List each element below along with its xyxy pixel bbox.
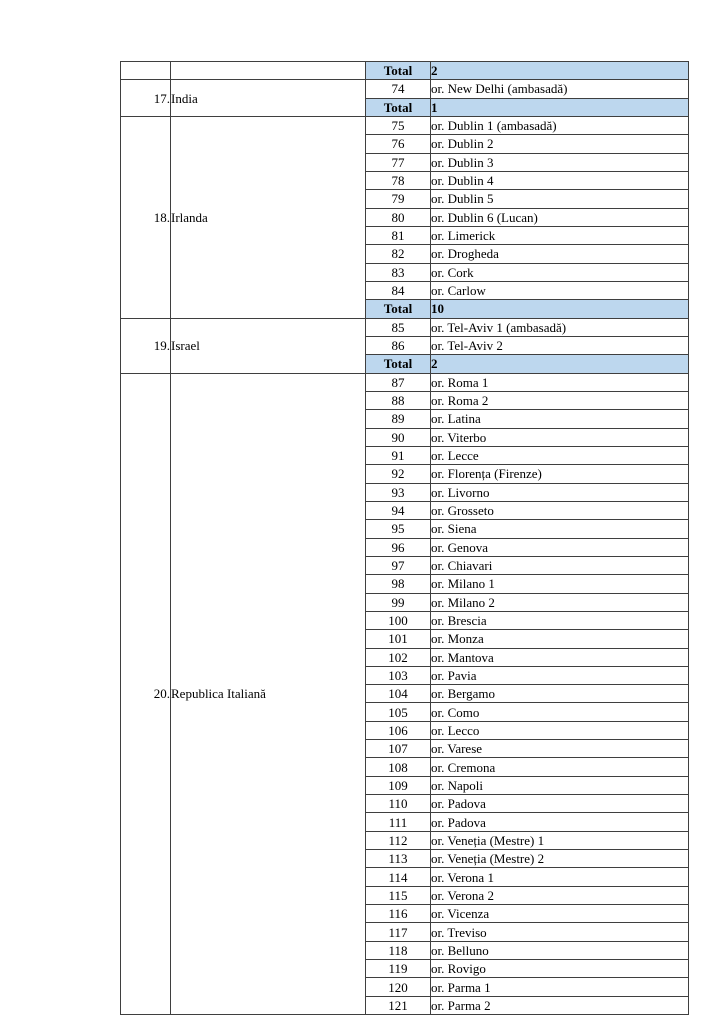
station-name-cell: or. Milano 1: [431, 575, 689, 593]
station-number-cell: 105: [366, 703, 431, 721]
station-name-cell: or. Treviso: [431, 923, 689, 941]
station-name-cell: or. Verona 1: [431, 868, 689, 886]
station-name-cell: or. Varese: [431, 740, 689, 758]
station-row: [121, 373, 689, 391]
station-number-cell: 87: [366, 373, 431, 391]
station-row: [121, 80, 689, 98]
station-number-cell: 74: [366, 80, 431, 98]
carryover-total-row: [121, 62, 689, 80]
station-name-cell: or. Dublin 3: [431, 153, 689, 171]
station-name-cell: or. Carlow: [431, 281, 689, 299]
station-name-cell: or. Dublin 6 (Lucan): [431, 208, 689, 226]
station-name-cell: or. Como: [431, 703, 689, 721]
country-index-cell: 17.: [121, 80, 171, 117]
station-number-cell: 91: [366, 446, 431, 464]
station-number-cell: 94: [366, 501, 431, 519]
station-name-cell: or. Drogheda: [431, 245, 689, 263]
station-number-cell: 83: [366, 263, 431, 281]
station-number-cell: 116: [366, 905, 431, 923]
station-name-cell: or. Monza: [431, 630, 689, 648]
station-name-cell: or. Rovigo: [431, 960, 689, 978]
country-name-cell: Republica Italiană: [171, 373, 366, 1014]
total-label-cell: Total: [366, 62, 431, 80]
station-name-cell: or. Parma 2: [431, 996, 689, 1014]
station-number-cell: 104: [366, 685, 431, 703]
station-number-cell: 85: [366, 318, 431, 336]
polling-stations-table-body: [121, 62, 689, 1015]
station-name-cell: or. New Delhi (ambasadă): [431, 80, 689, 98]
station-number-cell: 115: [366, 886, 431, 904]
station-name-cell: or. Napoli: [431, 776, 689, 794]
total-label-cell: Total: [366, 355, 431, 373]
station-number-cell: 109: [366, 776, 431, 794]
station-number-cell: 97: [366, 556, 431, 574]
station-row: [121, 318, 689, 336]
station-number-cell: 92: [366, 465, 431, 483]
station-number-cell: 120: [366, 978, 431, 996]
station-number-cell: 112: [366, 831, 431, 849]
station-name-cell: or. Veneția (Mestre) 2: [431, 850, 689, 868]
station-number-cell: 108: [366, 758, 431, 776]
station-name-cell: or. Vicenza: [431, 905, 689, 923]
total-value-cell: 2: [431, 355, 689, 373]
station-number-cell: 82: [366, 245, 431, 263]
country-index-cell: 20.: [121, 373, 171, 1014]
station-name-cell: or. Parma 1: [431, 978, 689, 996]
station-number-cell: 89: [366, 410, 431, 428]
station-name-cell: or. Lecco: [431, 721, 689, 739]
station-number-cell: 114: [366, 868, 431, 886]
station-name-cell: or. Bergamo: [431, 685, 689, 703]
station-number-cell: 113: [366, 850, 431, 868]
station-name-cell: or. Limerick: [431, 226, 689, 244]
station-name-cell: or. Lecce: [431, 446, 689, 464]
station-number-cell: 107: [366, 740, 431, 758]
station-name-cell: or. Milano 2: [431, 593, 689, 611]
station-number-cell: 96: [366, 538, 431, 556]
station-name-cell: or. Padova: [431, 795, 689, 813]
station-name-cell: or. Dublin 5: [431, 190, 689, 208]
station-number-cell: 95: [366, 520, 431, 538]
station-name-cell: or. Siena: [431, 520, 689, 538]
station-number-cell: 117: [366, 923, 431, 941]
station-name-cell: or. Cremona: [431, 758, 689, 776]
station-name-cell: or. Veneția (Mestre) 1: [431, 831, 689, 849]
station-number-cell: 78: [366, 171, 431, 189]
station-number-cell: 106: [366, 721, 431, 739]
station-number-cell: 118: [366, 941, 431, 959]
station-number-cell: 81: [366, 226, 431, 244]
station-name-cell: or. Latina: [431, 410, 689, 428]
total-value-cell: 1: [431, 98, 689, 116]
station-name-cell: or. Belluno: [431, 941, 689, 959]
total-value-cell: 10: [431, 300, 689, 318]
station-number-cell: 98: [366, 575, 431, 593]
station-name-cell: or. Pavia: [431, 666, 689, 684]
country-name-cell: Israel: [171, 318, 366, 373]
station-number-cell: 102: [366, 648, 431, 666]
station-number-cell: 84: [366, 281, 431, 299]
station-name-cell: or. Chiavari: [431, 556, 689, 574]
country-name-cell: India: [171, 80, 366, 117]
station-name-cell: or. Dublin 1 (ambasadă): [431, 116, 689, 134]
station-name-cell: or. Dublin 4: [431, 171, 689, 189]
station-name-cell: or. Roma 2: [431, 391, 689, 409]
station-name-cell: or. Dublin 2: [431, 135, 689, 153]
station-number-cell: 100: [366, 611, 431, 629]
station-number-cell: 79: [366, 190, 431, 208]
station-name-cell: or. Brescia: [431, 611, 689, 629]
country-index-cell: 18.: [121, 116, 171, 318]
polling-stations-table: [120, 61, 689, 1015]
station-number-cell: 101: [366, 630, 431, 648]
station-number-cell: 80: [366, 208, 431, 226]
station-number-cell: 86: [366, 336, 431, 354]
country-name-cell: Irlanda: [171, 116, 366, 318]
total-label-cell: Total: [366, 98, 431, 116]
station-number-cell: 119: [366, 960, 431, 978]
station-number-cell: 93: [366, 483, 431, 501]
country-name-cell-empty: [171, 62, 366, 80]
station-number-cell: 99: [366, 593, 431, 611]
station-number-cell: 103: [366, 666, 431, 684]
station-number-cell: 121: [366, 996, 431, 1014]
station-name-cell: or. Viterbo: [431, 428, 689, 446]
station-number-cell: 77: [366, 153, 431, 171]
station-name-cell: or. Genova: [431, 538, 689, 556]
station-number-cell: 90: [366, 428, 431, 446]
station-name-cell: or. Tel-Aviv 1 (ambasadă): [431, 318, 689, 336]
country-index-cell: 19.: [121, 318, 171, 373]
row-index-cell-empty: [121, 62, 171, 80]
station-name-cell: or. Cork: [431, 263, 689, 281]
station-number-cell: 88: [366, 391, 431, 409]
station-number-cell: 110: [366, 795, 431, 813]
station-name-cell: or. Padova: [431, 813, 689, 831]
station-name-cell: or. Grosseto: [431, 501, 689, 519]
station-number-cell: 76: [366, 135, 431, 153]
station-name-cell: or. Tel-Aviv 2: [431, 336, 689, 354]
total-value-cell: 2: [431, 62, 689, 80]
station-name-cell: or. Roma 1: [431, 373, 689, 391]
station-name-cell: or. Livorno: [431, 483, 689, 501]
station-row: [121, 116, 689, 134]
station-number-cell: 111: [366, 813, 431, 831]
total-label-cell: Total: [366, 300, 431, 318]
station-number-cell: 75: [366, 116, 431, 134]
station-name-cell: or. Mantova: [431, 648, 689, 666]
station-name-cell: or. Florența (Firenze): [431, 465, 689, 483]
station-name-cell: or. Verona 2: [431, 886, 689, 904]
